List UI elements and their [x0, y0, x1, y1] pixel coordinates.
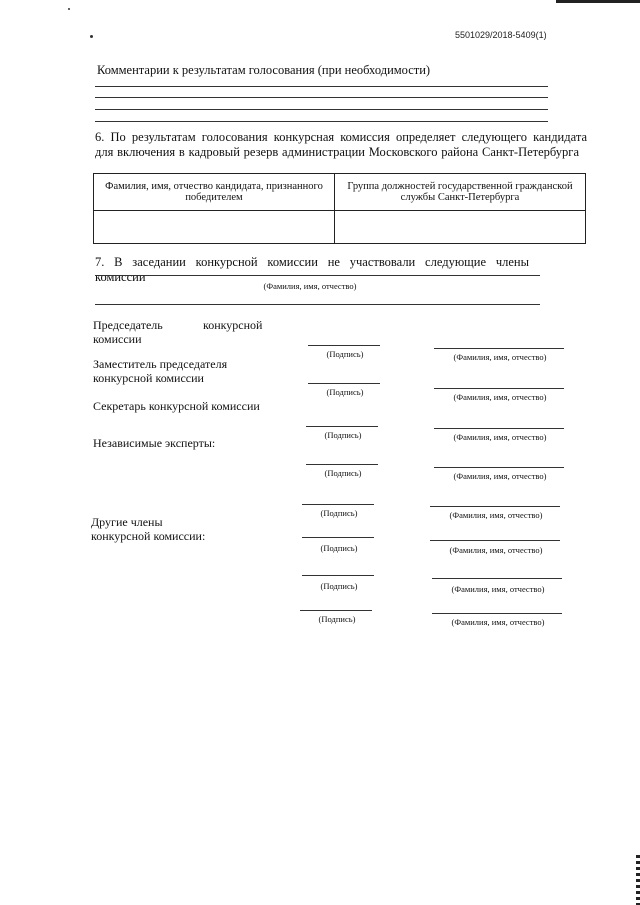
others-label: Другие члены — [91, 515, 163, 529]
candidate-table — [93, 173, 586, 244]
name-caption: (Фамилия, имя, отчество) — [453, 471, 547, 481]
signature-caption: (Подпись) — [320, 508, 358, 518]
section6-text-line2: для включения в кадровый резерв администрации Московского района Санкт-Петербурга — [95, 145, 579, 159]
table-cell-group — [335, 211, 586, 244]
name-caption: (Фамилия, имя, отчество) — [453, 352, 547, 362]
section6-text-line1: 6. По результатам голосования конкурсная комиссия определяет следующего кандидата — [95, 130, 587, 144]
comment-line — [95, 86, 548, 87]
scan-speck — [90, 35, 93, 38]
signature-caption: (Подпись) — [326, 349, 364, 359]
absent-members-line — [95, 275, 540, 276]
signature-caption: (Подпись) — [320, 581, 358, 591]
name-caption: (Фамилия, имя, отчество) — [453, 392, 547, 402]
comments-title: Комментарии к результатам голосования (при необходимости) — [97, 63, 431, 77]
others-label: конкурсной комиссии: — [91, 529, 206, 543]
comment-line — [95, 121, 548, 122]
deputy-label: Заместитель председателя — [93, 357, 228, 371]
signature-caption: (Подпись) — [318, 614, 356, 624]
scan-edge-noise — [636, 855, 640, 905]
document-id: 5501029/2018-5409(1) — [455, 30, 547, 40]
name-caption: (Фамилия, имя, отчество) — [451, 584, 545, 594]
comment-line — [95, 109, 548, 110]
chair-label: Председатель — [93, 318, 163, 332]
signature-caption: (Подпись) — [324, 468, 362, 478]
scan-speck — [68, 8, 70, 10]
absent-members-line — [95, 304, 540, 305]
table-cell-candidate — [94, 211, 335, 244]
table-header-group: Группа должностей государственной гражданской службы Санкт-Петербурга — [335, 174, 586, 211]
comment-line — [95, 97, 548, 98]
signature-caption: (Подпись) — [320, 543, 358, 553]
name-caption: (Фамилия, имя, отчество) — [453, 432, 547, 442]
table-header-candidate: Фамилия, имя, отчество кандидата, признанного победителем — [94, 174, 335, 211]
deputy-label: конкурсной комиссии — [93, 371, 204, 385]
scan-edge-bar — [556, 0, 640, 3]
experts-label: Независимые эксперты: — [93, 436, 216, 450]
section7-caption: (Фамилия, имя, отчество) — [263, 281, 357, 291]
signature-caption: (Подпись) — [324, 430, 362, 440]
name-caption: (Фамилия, имя, отчество) — [451, 617, 545, 627]
signature-caption: (Подпись) — [326, 387, 364, 397]
name-caption: (Фамилия, имя, отчество) — [449, 545, 543, 555]
secretary-label: Секретарь конкурсной комиссии — [93, 399, 260, 413]
chair-label: конкурсной — [203, 318, 263, 332]
name-caption: (Фамилия, имя, отчество) — [449, 510, 543, 520]
section7-text: 7. В заседании конкурсной комиссии не участвовали следующие члены комиссии — [95, 255, 529, 284]
chair-label: комиссии — [93, 332, 142, 346]
